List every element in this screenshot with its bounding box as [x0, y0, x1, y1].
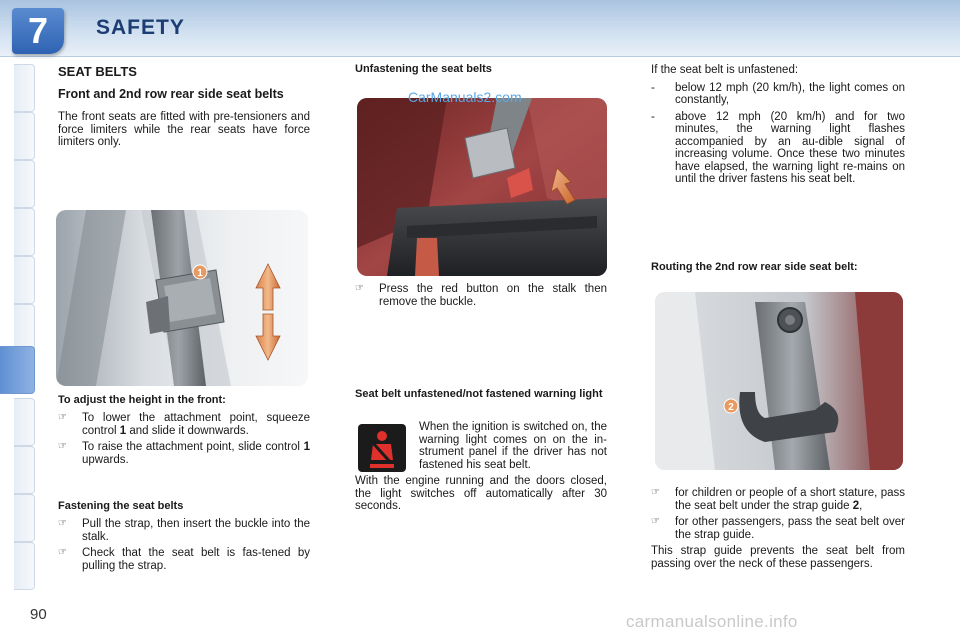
adjust-item-1: ☞ To lower the attachment point, squeeze control 1 and slide it downwards.	[58, 412, 310, 437]
routing-section	[651, 261, 905, 274]
side-tab-1[interactable]	[14, 64, 35, 112]
adjust-height-section	[58, 394, 310, 470]
side-tab-9[interactable]	[14, 446, 35, 494]
side-tab-3[interactable]	[14, 160, 35, 208]
pointing-hand-icon: ☞	[651, 516, 660, 527]
chapter-side-tabs	[0, 64, 34, 576]
unfasten-photo	[357, 98, 607, 276]
side-tab-10[interactable]	[14, 494, 35, 542]
side-tab-2[interactable]	[14, 112, 35, 160]
section-seat-belts	[58, 64, 310, 149]
unfastening-section	[355, 63, 607, 76]
pointing-hand-icon: ☞	[651, 487, 660, 498]
routing-instructions	[651, 487, 905, 570]
side-tab-11[interactable]	[14, 542, 35, 590]
callout-1: 1	[197, 268, 203, 279]
side-tab-8[interactable]	[14, 398, 35, 446]
pointing-hand-icon: ☞	[58, 412, 67, 423]
adjust-heading: To adjust the height in the front:	[58, 394, 226, 406]
unfastened-behaviour-section	[651, 64, 905, 190]
warning-heading: Seat belt unfastened/not fastened warning light	[355, 388, 603, 400]
strap-guide-photo	[655, 292, 903, 470]
pointing-hand-icon: ☞	[355, 283, 364, 294]
fasten-item-2: ☞ Check that the seat belt is fas-tened by pulling the strap.	[58, 547, 310, 572]
side-tab-6[interactable]	[14, 304, 35, 352]
side-tab-7-active[interactable]	[0, 346, 35, 394]
fastening-section	[58, 500, 310, 576]
unfasten-heading: Unfastening the seat belts	[355, 63, 492, 75]
watermark-top: CarManuals2.com	[408, 89, 522, 105]
warning-text-block	[355, 421, 607, 513]
routing-heading: Routing the 2nd row rear side seat belt:	[651, 261, 858, 273]
routing-closing: This strap guide prevents the seat belt from passing over the neck of these passengers.	[651, 545, 905, 570]
callout-2: 2	[728, 402, 734, 413]
routing-item-1: ☞ for children or people of a short stature, pass the seat belt under the strap guide 2,	[651, 487, 905, 512]
unfastened-item-2: - above 12 mph (20 km/h) and for two minutes, the warning light flashes accompanied by an au-dible signal of increasing volume. Once these two minutes have elapsed, the warning light re-mains on until the driver fastens his seat belt.	[651, 110, 905, 185]
side-tab-4[interactable]	[14, 208, 35, 256]
intro-paragraph: The front seats are fitted with pre-tensioners and force limiters while the rear seats have force limiters only.	[58, 111, 310, 148]
section-subtitle: Front and 2nd row rear side seat belts	[58, 87, 284, 101]
page-number: 90	[30, 606, 47, 623]
unfastened-item-1: - below 12 mph (20 km/h), the light comes on constantly,	[651, 81, 905, 106]
page-header	[0, 0, 960, 57]
fasten-heading: Fastening the seat belts	[58, 500, 184, 512]
chapter-title: SAFETY	[96, 16, 185, 39]
height-adjust-photo	[56, 210, 308, 386]
warning-light-section	[355, 388, 607, 401]
unfastened-intro: If the seat belt is unfastened:	[651, 64, 799, 76]
pointing-hand-icon: ☞	[58, 441, 67, 452]
warning-paragraph-2: With the engine running and the doors closed, the light switches off automatically after 30 seconds.	[355, 475, 607, 512]
fasten-item-1: ☞ Pull the strap, then insert the buckle into the stalk.	[58, 518, 310, 543]
chapter-number-badge: 7	[12, 8, 64, 54]
pointing-hand-icon: ☞	[58, 547, 67, 558]
routing-item-2: ☞ for other passengers, pass the seat belt over the strap guide.	[651, 516, 905, 541]
section-title: SEAT BELTS	[58, 64, 137, 79]
side-tab-5[interactable]	[14, 256, 35, 304]
unfasten-instruction	[355, 283, 607, 312]
watermark-bottom: carmanualsonline.info	[626, 612, 798, 631]
warning-paragraph: When the ignition is switched on, the warning light comes on on the in-strument panel if the driver has not fastened his seat belt.	[419, 421, 607, 471]
pointing-hand-icon: ☞	[58, 518, 67, 529]
adjust-item-2: ☞ To raise the attachment point, slide control 1 upwards.	[58, 441, 310, 466]
unfasten-item: ☞ Press the red button on the stalk then remove the buckle.	[355, 283, 607, 308]
